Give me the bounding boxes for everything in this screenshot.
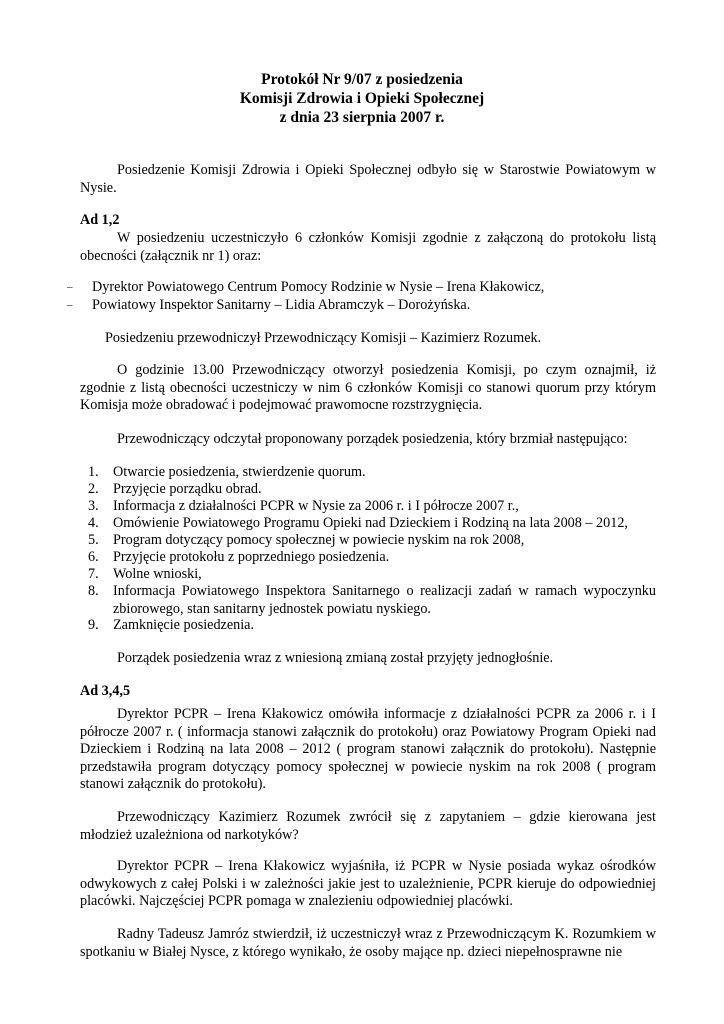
agenda-number: 3. [88, 498, 99, 514]
agenda-number: 8. [88, 583, 99, 599]
section-heading-ad-3-4-5: Ad 3,4,5 [80, 683, 131, 699]
agenda-number: 7. [88, 566, 99, 582]
pcpr-report-paragraph: Dyrektor PCPR – Irena Kłakowicz omówiła informacje z działalności PCPR za 2006 r. i I półrocze 2007 r. ( informacja stanowi załącznik do protokołu) oraz Powiatowy Program Opieki nad Dzieckiem i Rodziną na lata 2008 – 2012 ( program stanowi załącznik do protokołu). Następnie przedstawiła program dotyczący pomocy społecznej w powiecie nyskim na rok 2008 ( program stanowi załącznik do protokołu). [80, 706, 656, 793]
question-paragraph: Przewodniczący Kazimierz Rozumek zwrócił się z zapytaniem – gdzie kierowana jest młodzież uzależniona od narkotyków? [80, 809, 656, 843]
guest-text: Powiatowy Inspektor Sanitarny – Lidia Abramczyk – Dorożyńska. [92, 297, 471, 313]
dash-bullet-icon: – [67, 281, 73, 293]
dash-bullet-icon: – [67, 299, 73, 311]
protocol-title [0, 70, 724, 127]
agenda-text: Informacja Powiatowego Inspektora Sanitarnego o realizacji zadań w ramach wypoczynku zbiorowego, stan sanitarny jednostek powiatu nyskiego. [113, 583, 656, 617]
answer-paragraph: Dyrektor PCPR – Irena Kłakowicz wyjaśniła, iż PCPR w Nysie posiada wykaz ośrodków odwykowych z całej Polski i w zależności jakie jest to uzależnienie, PCPR kieruje do odpowiedniej placówki. Najczęściej PCPR pomaga w znalezieniu odpowiedniej placówki. [80, 858, 656, 910]
agenda-text: Informacja z działalności PCPR w Nysie za 2006 r. i I półrocze 2007 r., [113, 498, 519, 514]
intro-paragraph: Posiedzenie Komisji Zdrowia i Opieki Społecznej odbyło się w Starostwie Powiatowym w Nysie. [80, 162, 656, 196]
agenda-text: Przyjęcie porządku obrad. [113, 481, 262, 497]
title-line-1: Protokół Nr 9/07 z posiedzenia [261, 71, 463, 88]
agenda-number: 6. [88, 549, 99, 565]
jamroz-paragraph: Radny Tadeusz Jamróz stwierdził, iż uczestniczył wraz z Przewodniczącym K. Rozumkiem w spotkaniu w Białej Nysce, z którego wynikało, że osoby mające np. dzieci niepełnosprawne nie [80, 926, 656, 960]
chair-paragraph: Posiedzeniu przewodniczył Przewodniczący Komisji – Kazimierz Rozumek. [105, 330, 542, 346]
agenda-text: Omówienie Powiatowego Programu Opieki nad Dzieckiem i Rodziną na lata 2008 – 2012, [113, 515, 628, 531]
agenda-text: Wolne wnioski, [113, 566, 202, 582]
section-heading-ad-1-2: Ad 1,2 [80, 212, 120, 228]
agenda-result: Porządek posiedzenia wraz z wniesioną zmianą został przyjęty jednogłośnie. [117, 650, 554, 666]
agenda-text: Program dotyczący pomocy społecznej w powiecie nyskim na rok 2008, [113, 532, 525, 548]
agenda-text: Otwarcie posiedzenia, stwierdzenie quorum. [113, 464, 366, 480]
agenda-number: 2. [88, 481, 99, 497]
attendance-paragraph: W posiedzeniu uczestniczyło 6 członków Komisji zgodnie z załączoną do protokołu listą obecności (załącznik nr 1) oraz: [80, 230, 656, 264]
agenda-number: 9. [88, 617, 99, 633]
opening-paragraph: O godzinie 13.00 Przewodniczący otworzył posiedzenia Komisji, po czym oznajmił, iż zgodnie z listą obecności uczestniczy w nim 6 członków Komisji co stanowi quorum przy którym Komisja może obradować i podejmować prawomocne rozstrzygnięcia. [80, 362, 656, 414]
title-line-2: Komisji Zdrowia i Opieki Społecznej [239, 90, 485, 107]
agenda-number: 5. [88, 532, 99, 548]
agenda-text: Przyjęcie protokołu z poprzedniego posiedzenia. [113, 549, 390, 565]
agenda-number: 4. [88, 515, 99, 531]
agenda-text: Zamknięcie posiedzenia. [113, 617, 255, 633]
agenda-intro: Przewodniczący odczytał proponowany porządek posiedzenia, który brzmiał następująco: [117, 431, 628, 447]
title-line-3: z dnia 23 sierpnia 2007 r. [279, 109, 445, 126]
guest-text: Dyrektor Powiatowego Centrum Pomocy Rodzinie w Nysie – Irena Kłakowicz, [92, 279, 545, 295]
agenda-number: 1. [88, 464, 99, 480]
